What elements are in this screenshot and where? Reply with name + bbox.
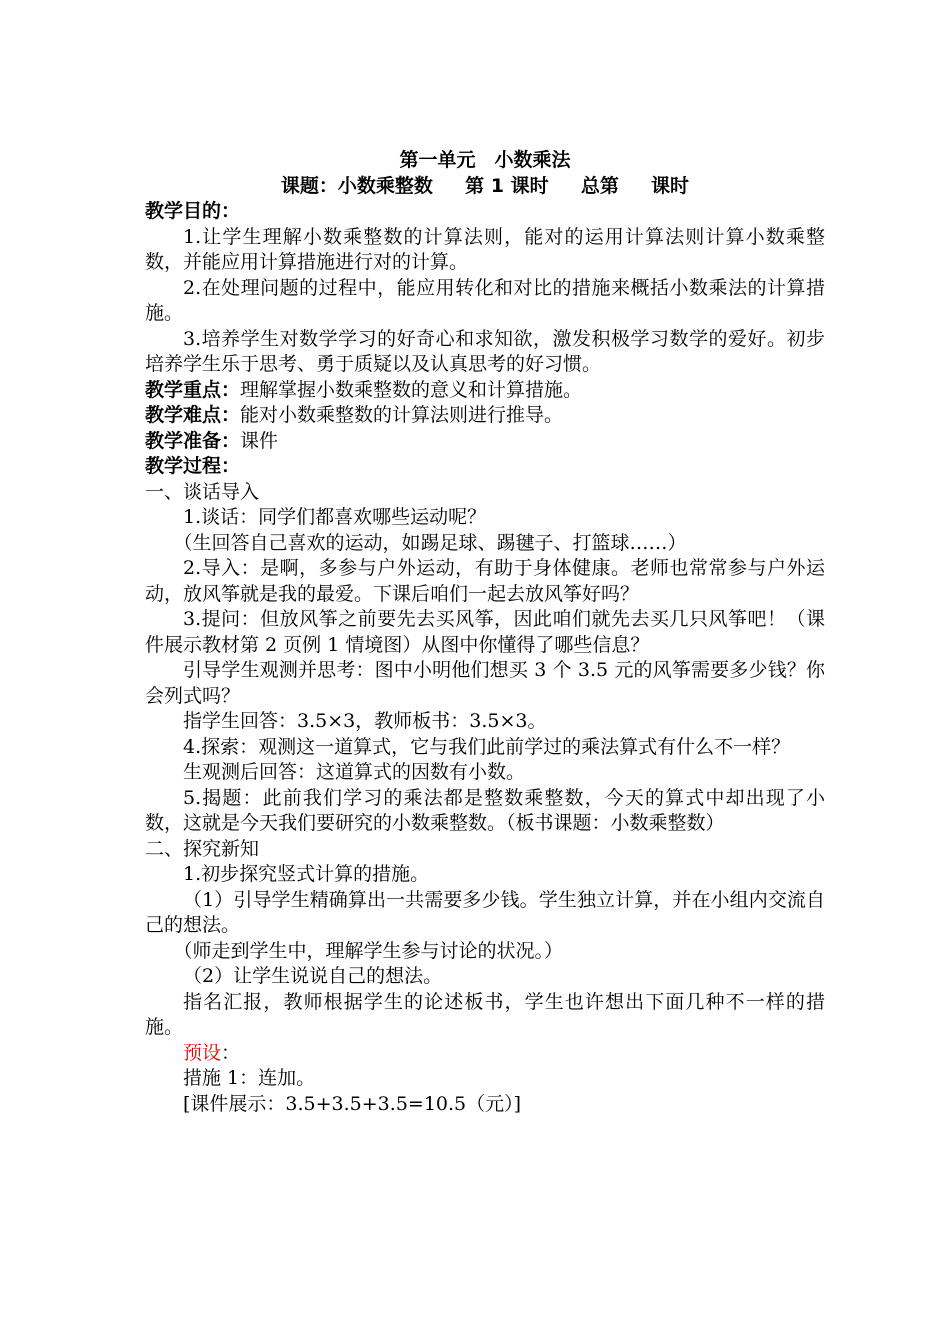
preparation-line (145, 429, 825, 455)
document-content (145, 148, 825, 1117)
difficulty-line (145, 403, 825, 429)
process-heading (145, 454, 825, 480)
difficulty-label: 教学难点： (145, 404, 241, 426)
section1-paragraph-1: 1.谈话：同学们都喜欢哪些运动呢？ (183, 506, 487, 528)
process-label: 教学过程： (145, 455, 241, 477)
section2-paragraph-1: 1.初步探究竖式计算的措施。 (183, 863, 430, 885)
section1-paragraph-6: 指学生回答：3.5×3，教师板书：3.5×3。 (183, 710, 547, 732)
method-1-line: 措施 1：连加。 (183, 1067, 316, 1089)
objectives-label: 教学目的： (145, 200, 241, 222)
key-point-text: 理解掌握小数乘整数的意义和计算措施。 (240, 378, 583, 401)
section1-paragraph-5: 引导学生观测并思考：图中小明他们想买 3 个 3.5 元的风筝需要多少钱？你会列式吗？ (145, 659, 825, 707)
section1-paragraph-7: 4.探索：观测这一道算式，它与我们此前学过的乘法算式有什么不一样？ (183, 735, 791, 758)
section2-paragraph-5: 指名汇报，教师根据学生的论述板书，学生也许想出下面几种不一样的措施。 (145, 990, 825, 1038)
section2-paragraph-4: （2）让学生说说自己的想法。 (183, 965, 443, 987)
key-point-line (145, 378, 825, 404)
section1-paragraph-8: 生观测后回答：这道算式的因数有小数。 (183, 761, 526, 783)
preparation-text: 课件 (240, 429, 279, 452)
section1-paragraph-3: 2.导入：是啊，多参与户外运动，有助于身体健康。老师也常常参与户外运动，放风筝就是我的最爱。下课后咱们一起去放风筝好吗？ (145, 557, 825, 605)
lesson-subtitle: 课题：小数乘整数 第 1 课时 总第 课时 (280, 174, 690, 197)
section1-paragraph-9: 5.揭题：此前我们学习的乘法都是整数乘整数，今天的算式中却出现了小数，这就是今天我们要研究的小数乘整数。（板书课题：小数乘整数） (145, 786, 825, 834)
section1-paragraph-2: （生回答自己喜欢的运动，如踢足球、踢毽子、打篮球……） (173, 531, 687, 554)
key-point-label: 教学重点： (145, 378, 241, 401)
objectives-heading (145, 199, 825, 225)
objective-item-1: 1.让学生理解小数乘整数的计算法则，能对的运用计算法则计算小数乘整数，并能应用计算措施进行对的计算。 (145, 225, 825, 273)
preset-colon: ： (221, 1041, 241, 1064)
objective-item-2: 2.在处理问题的过程中，能应用转化和对比的措施来概括小数乘法的计算措施。 (145, 276, 825, 324)
section1-heading: 一、谈话导入 (145, 480, 260, 503)
courseware-line: [课件展示：3.5+3.5+3.5=10.5（元）] (183, 1092, 522, 1115)
preset-label: 预设 (183, 1041, 222, 1064)
section1-paragraph-4: 3.提问：但放风筝之前要先去买风筝，因此咱们就先去买几只风筝吧！（课件展示教材第 2 页例 1 情境图）从图中你懂得了哪些信息？ (145, 608, 825, 656)
section2-paragraph-2: （1）引导学生精确算出一共需要多少钱。学生独立计算，并在小组内交流自己的想法。 (145, 888, 825, 936)
unit-title: 第一单元 小数乘法 (399, 149, 571, 171)
preparation-label: 教学准备： (145, 429, 241, 452)
section2-paragraph-3: （师走到学生中，理解学生参与讨论的状况。） (173, 939, 564, 962)
difficulty-text: 能对小数乘整数的计算法则进行推导。 (240, 404, 564, 426)
preset-line (145, 1041, 825, 1067)
objective-item-3: 3.培养学生对数学学习的好奇心和求知欲，激发积极学习数学的爱好。初步培养学生乐于思考、勇于质疑以及认真思考的好习惯。 (145, 327, 825, 375)
section2-heading: 二、探究新知 (145, 837, 260, 860)
